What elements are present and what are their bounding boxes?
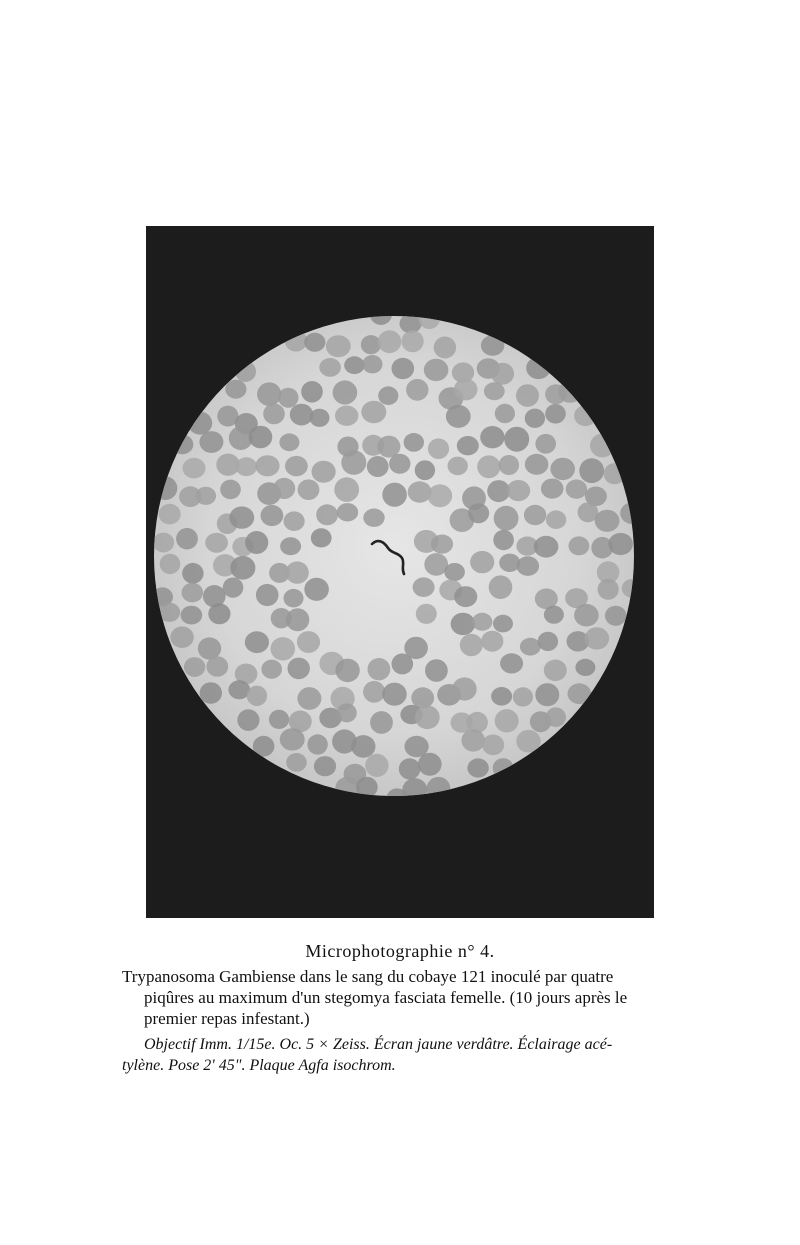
blood-cell bbox=[253, 736, 275, 757]
blood-cell bbox=[566, 480, 587, 499]
blood-cell bbox=[484, 382, 505, 400]
blood-cell bbox=[290, 404, 313, 426]
blood-cell bbox=[550, 458, 575, 480]
blood-cell bbox=[400, 314, 422, 333]
blood-cell bbox=[278, 388, 298, 408]
blood-cell bbox=[494, 506, 519, 531]
blood-cell bbox=[425, 659, 448, 682]
blood-cell bbox=[538, 632, 558, 651]
blood-cell bbox=[480, 426, 504, 448]
blood-cell bbox=[546, 510, 566, 529]
blood-cell bbox=[415, 460, 435, 480]
blood-cell bbox=[280, 728, 305, 750]
blood-cell bbox=[284, 589, 304, 608]
blood-cell bbox=[402, 330, 424, 352]
blood-cell bbox=[507, 480, 531, 501]
blood-cell bbox=[418, 753, 442, 776]
blood-cell bbox=[472, 613, 492, 631]
blood-cell bbox=[595, 510, 620, 532]
blood-cell bbox=[307, 734, 327, 754]
blood-cell bbox=[361, 401, 386, 423]
blood-cell bbox=[608, 533, 633, 555]
blood-cell bbox=[229, 506, 254, 528]
blood-cell bbox=[495, 404, 515, 424]
blood-cell bbox=[585, 627, 610, 649]
blood-cell bbox=[159, 603, 181, 622]
blood-cell bbox=[199, 431, 223, 453]
blood-cell bbox=[285, 330, 307, 351]
blood-cell bbox=[206, 656, 228, 677]
blood-cell bbox=[598, 579, 619, 600]
blood-cell bbox=[153, 476, 177, 500]
blood-cell bbox=[263, 404, 285, 425]
blood-cell bbox=[604, 463, 625, 484]
blood-cell bbox=[404, 433, 424, 452]
blood-cell bbox=[261, 660, 282, 679]
blood-cell bbox=[535, 683, 559, 706]
blood-cell bbox=[311, 528, 332, 547]
blood-cell bbox=[525, 409, 545, 428]
blood-cell bbox=[406, 379, 428, 401]
blood-cell bbox=[493, 530, 514, 550]
blood-cell bbox=[541, 479, 564, 499]
blood-cell bbox=[255, 455, 279, 476]
blood-cell bbox=[208, 603, 230, 624]
blood-cell bbox=[491, 363, 514, 385]
blood-cell bbox=[160, 554, 181, 574]
blood-cell bbox=[590, 434, 615, 458]
blood-cell bbox=[247, 686, 267, 706]
figure-technical-note bbox=[122, 1034, 684, 1076]
blood-cell bbox=[516, 730, 540, 753]
blood-cell bbox=[335, 406, 358, 426]
blood-cell bbox=[304, 578, 329, 601]
blood-cell bbox=[337, 503, 358, 521]
blood-cell bbox=[415, 705, 440, 729]
blood-cell bbox=[467, 758, 488, 777]
blood-cell bbox=[334, 477, 359, 502]
blood-cell bbox=[558, 381, 582, 403]
blood-cell bbox=[256, 584, 279, 606]
blood-cell bbox=[370, 303, 392, 325]
blood-cell bbox=[230, 556, 255, 580]
blood-cell bbox=[333, 380, 358, 404]
blood-cell bbox=[408, 481, 432, 502]
blood-cell bbox=[444, 563, 465, 581]
blood-cell bbox=[205, 533, 228, 553]
blood-cell bbox=[245, 531, 268, 554]
blood-cell bbox=[516, 384, 539, 407]
blood-cell bbox=[182, 563, 203, 584]
blood-cell bbox=[487, 480, 510, 502]
blood-cell bbox=[461, 729, 485, 751]
blood-cell bbox=[245, 631, 269, 653]
blood-cell bbox=[493, 758, 514, 778]
blood-cell bbox=[304, 333, 325, 352]
micrograph-plate bbox=[146, 226, 654, 918]
blood-cell bbox=[182, 583, 204, 603]
blood-cell bbox=[285, 456, 308, 476]
blood-cell bbox=[546, 707, 566, 727]
blood-cell bbox=[337, 703, 357, 722]
blood-cell bbox=[181, 606, 203, 625]
blood-cell bbox=[280, 537, 301, 555]
blood-cell bbox=[171, 435, 193, 455]
blood-cell bbox=[392, 653, 414, 674]
blood-cell bbox=[279, 433, 299, 451]
description-line: piqûres au maximum d'un stegomya fasciata femelle. (10 jours après le bbox=[144, 988, 628, 1007]
blood-cell bbox=[525, 454, 549, 475]
blood-cell bbox=[428, 438, 449, 459]
blood-cell bbox=[176, 528, 198, 550]
blood-cell bbox=[153, 533, 174, 553]
blood-cell bbox=[284, 511, 305, 531]
blood-cell bbox=[188, 412, 212, 435]
blood-cell bbox=[526, 357, 550, 379]
blood-cell bbox=[499, 455, 519, 475]
blood-cell bbox=[286, 561, 309, 583]
blood-cell bbox=[569, 536, 590, 555]
note-line: tylène. Pose 2' 45". Plaque Agfa isochrom. bbox=[122, 1057, 396, 1074]
blood-cell bbox=[428, 484, 453, 507]
blood-cell bbox=[261, 505, 284, 526]
blood-cell bbox=[361, 335, 381, 354]
blood-cell bbox=[365, 754, 388, 777]
blood-cell bbox=[257, 382, 281, 406]
blood-cell bbox=[544, 606, 564, 624]
blood-cell bbox=[544, 660, 567, 682]
blood-cell bbox=[517, 556, 540, 576]
blood-cell bbox=[535, 434, 556, 454]
blood-cell bbox=[489, 575, 513, 599]
blood-cell bbox=[316, 504, 338, 525]
blood-cell bbox=[454, 586, 477, 607]
blood-cell bbox=[237, 709, 259, 731]
micrograph-image bbox=[146, 226, 654, 918]
blood-cell bbox=[481, 335, 504, 356]
blood-cell bbox=[513, 687, 533, 706]
blood-cell bbox=[500, 653, 523, 673]
blood-cell bbox=[493, 615, 513, 633]
blood-cell bbox=[363, 509, 384, 527]
blood-cell bbox=[605, 606, 627, 626]
blood-cell bbox=[271, 637, 296, 660]
blood-cell bbox=[622, 579, 642, 598]
blood-cell bbox=[452, 677, 476, 700]
blood-cell bbox=[298, 479, 320, 500]
blood-cell bbox=[362, 355, 382, 373]
blood-cell bbox=[159, 504, 181, 525]
blood-cell bbox=[223, 577, 244, 597]
blood-cell bbox=[545, 404, 566, 424]
blood-cell bbox=[367, 456, 389, 477]
blood-cell bbox=[499, 554, 520, 572]
blood-cell bbox=[399, 758, 421, 779]
note-line: Objectif Imm. 1/15e. Oc. 5 × Zeiss. Écran jaune verdâtre. Éclairage acé- bbox=[144, 1036, 613, 1053]
blood-cell bbox=[451, 613, 476, 635]
blood-cell bbox=[482, 735, 504, 756]
blood-cell bbox=[579, 458, 604, 483]
blood-cell bbox=[310, 409, 330, 427]
blood-cell bbox=[314, 756, 336, 776]
blood-cell bbox=[344, 356, 364, 374]
blood-cell bbox=[402, 778, 427, 801]
blood-cell bbox=[470, 551, 494, 573]
blood-cell bbox=[575, 659, 595, 676]
blood-cell bbox=[301, 381, 323, 403]
blood-cell bbox=[220, 480, 241, 500]
blood-cell bbox=[534, 536, 559, 558]
blood-cell bbox=[312, 461, 336, 483]
blood-cell bbox=[335, 777, 359, 799]
blood-cell bbox=[454, 379, 478, 401]
blood-cell bbox=[341, 450, 366, 475]
blood-cell bbox=[200, 682, 222, 704]
blood-cell bbox=[419, 308, 440, 329]
blood-cell bbox=[368, 658, 391, 680]
figure-title: Microphotographie n° 4. bbox=[305, 941, 495, 961]
blood-cell bbox=[446, 405, 471, 428]
blood-cell bbox=[434, 337, 456, 359]
blood-cell bbox=[413, 577, 435, 597]
blood-cell bbox=[382, 483, 407, 507]
blood-cell bbox=[286, 753, 307, 772]
blood-cell bbox=[297, 631, 320, 653]
blood-cell bbox=[196, 487, 217, 505]
blood-cell bbox=[356, 777, 378, 798]
blood-cell bbox=[297, 687, 321, 710]
blood-cell bbox=[481, 631, 503, 652]
blood-cell bbox=[269, 710, 289, 729]
blood-cell bbox=[363, 681, 385, 703]
blood-cell bbox=[235, 361, 256, 382]
blood-cell bbox=[335, 659, 359, 683]
blood-cell bbox=[504, 427, 529, 452]
blood-cell bbox=[378, 386, 398, 405]
figure-description bbox=[122, 966, 682, 1029]
blood-cell bbox=[457, 436, 479, 455]
blood-cell bbox=[491, 687, 512, 706]
blood-cell bbox=[574, 405, 596, 426]
blood-cell bbox=[460, 634, 483, 656]
blood-cell bbox=[249, 426, 273, 449]
blood-cell bbox=[520, 638, 541, 656]
blood-cell bbox=[477, 455, 500, 478]
blood-cell bbox=[170, 626, 193, 648]
blood-cell bbox=[448, 457, 468, 476]
blood-cell bbox=[389, 454, 410, 474]
blood-cell bbox=[236, 457, 258, 476]
blood-cell bbox=[326, 335, 351, 357]
description-line: premier repas infestant.) bbox=[144, 1009, 310, 1028]
blood-cell bbox=[568, 683, 592, 704]
blood-cell bbox=[370, 711, 393, 734]
blood-cell bbox=[286, 608, 309, 631]
blood-cell bbox=[427, 777, 451, 800]
blood-cell bbox=[273, 478, 295, 499]
blood-cell bbox=[620, 502, 644, 524]
blood-cell bbox=[319, 358, 341, 377]
blood-cell bbox=[495, 709, 519, 732]
blood-cell bbox=[225, 380, 246, 399]
blood-cell bbox=[574, 604, 599, 627]
blood-cell bbox=[183, 458, 206, 479]
blood-cell bbox=[288, 658, 310, 680]
blood-cell bbox=[378, 330, 402, 353]
description-line: Trypanosoma Gambiense dans le sang du cobaye 121 inoculé par quatre bbox=[122, 967, 614, 986]
blood-cell bbox=[431, 535, 453, 554]
blood-cell bbox=[468, 503, 489, 523]
blood-cell bbox=[184, 657, 205, 677]
blood-cell bbox=[392, 358, 415, 379]
blood-cell bbox=[351, 735, 375, 758]
blood-cell bbox=[424, 359, 449, 381]
blood-cell bbox=[416, 604, 437, 624]
blood-cell bbox=[524, 505, 546, 525]
blood-cell bbox=[382, 683, 406, 706]
